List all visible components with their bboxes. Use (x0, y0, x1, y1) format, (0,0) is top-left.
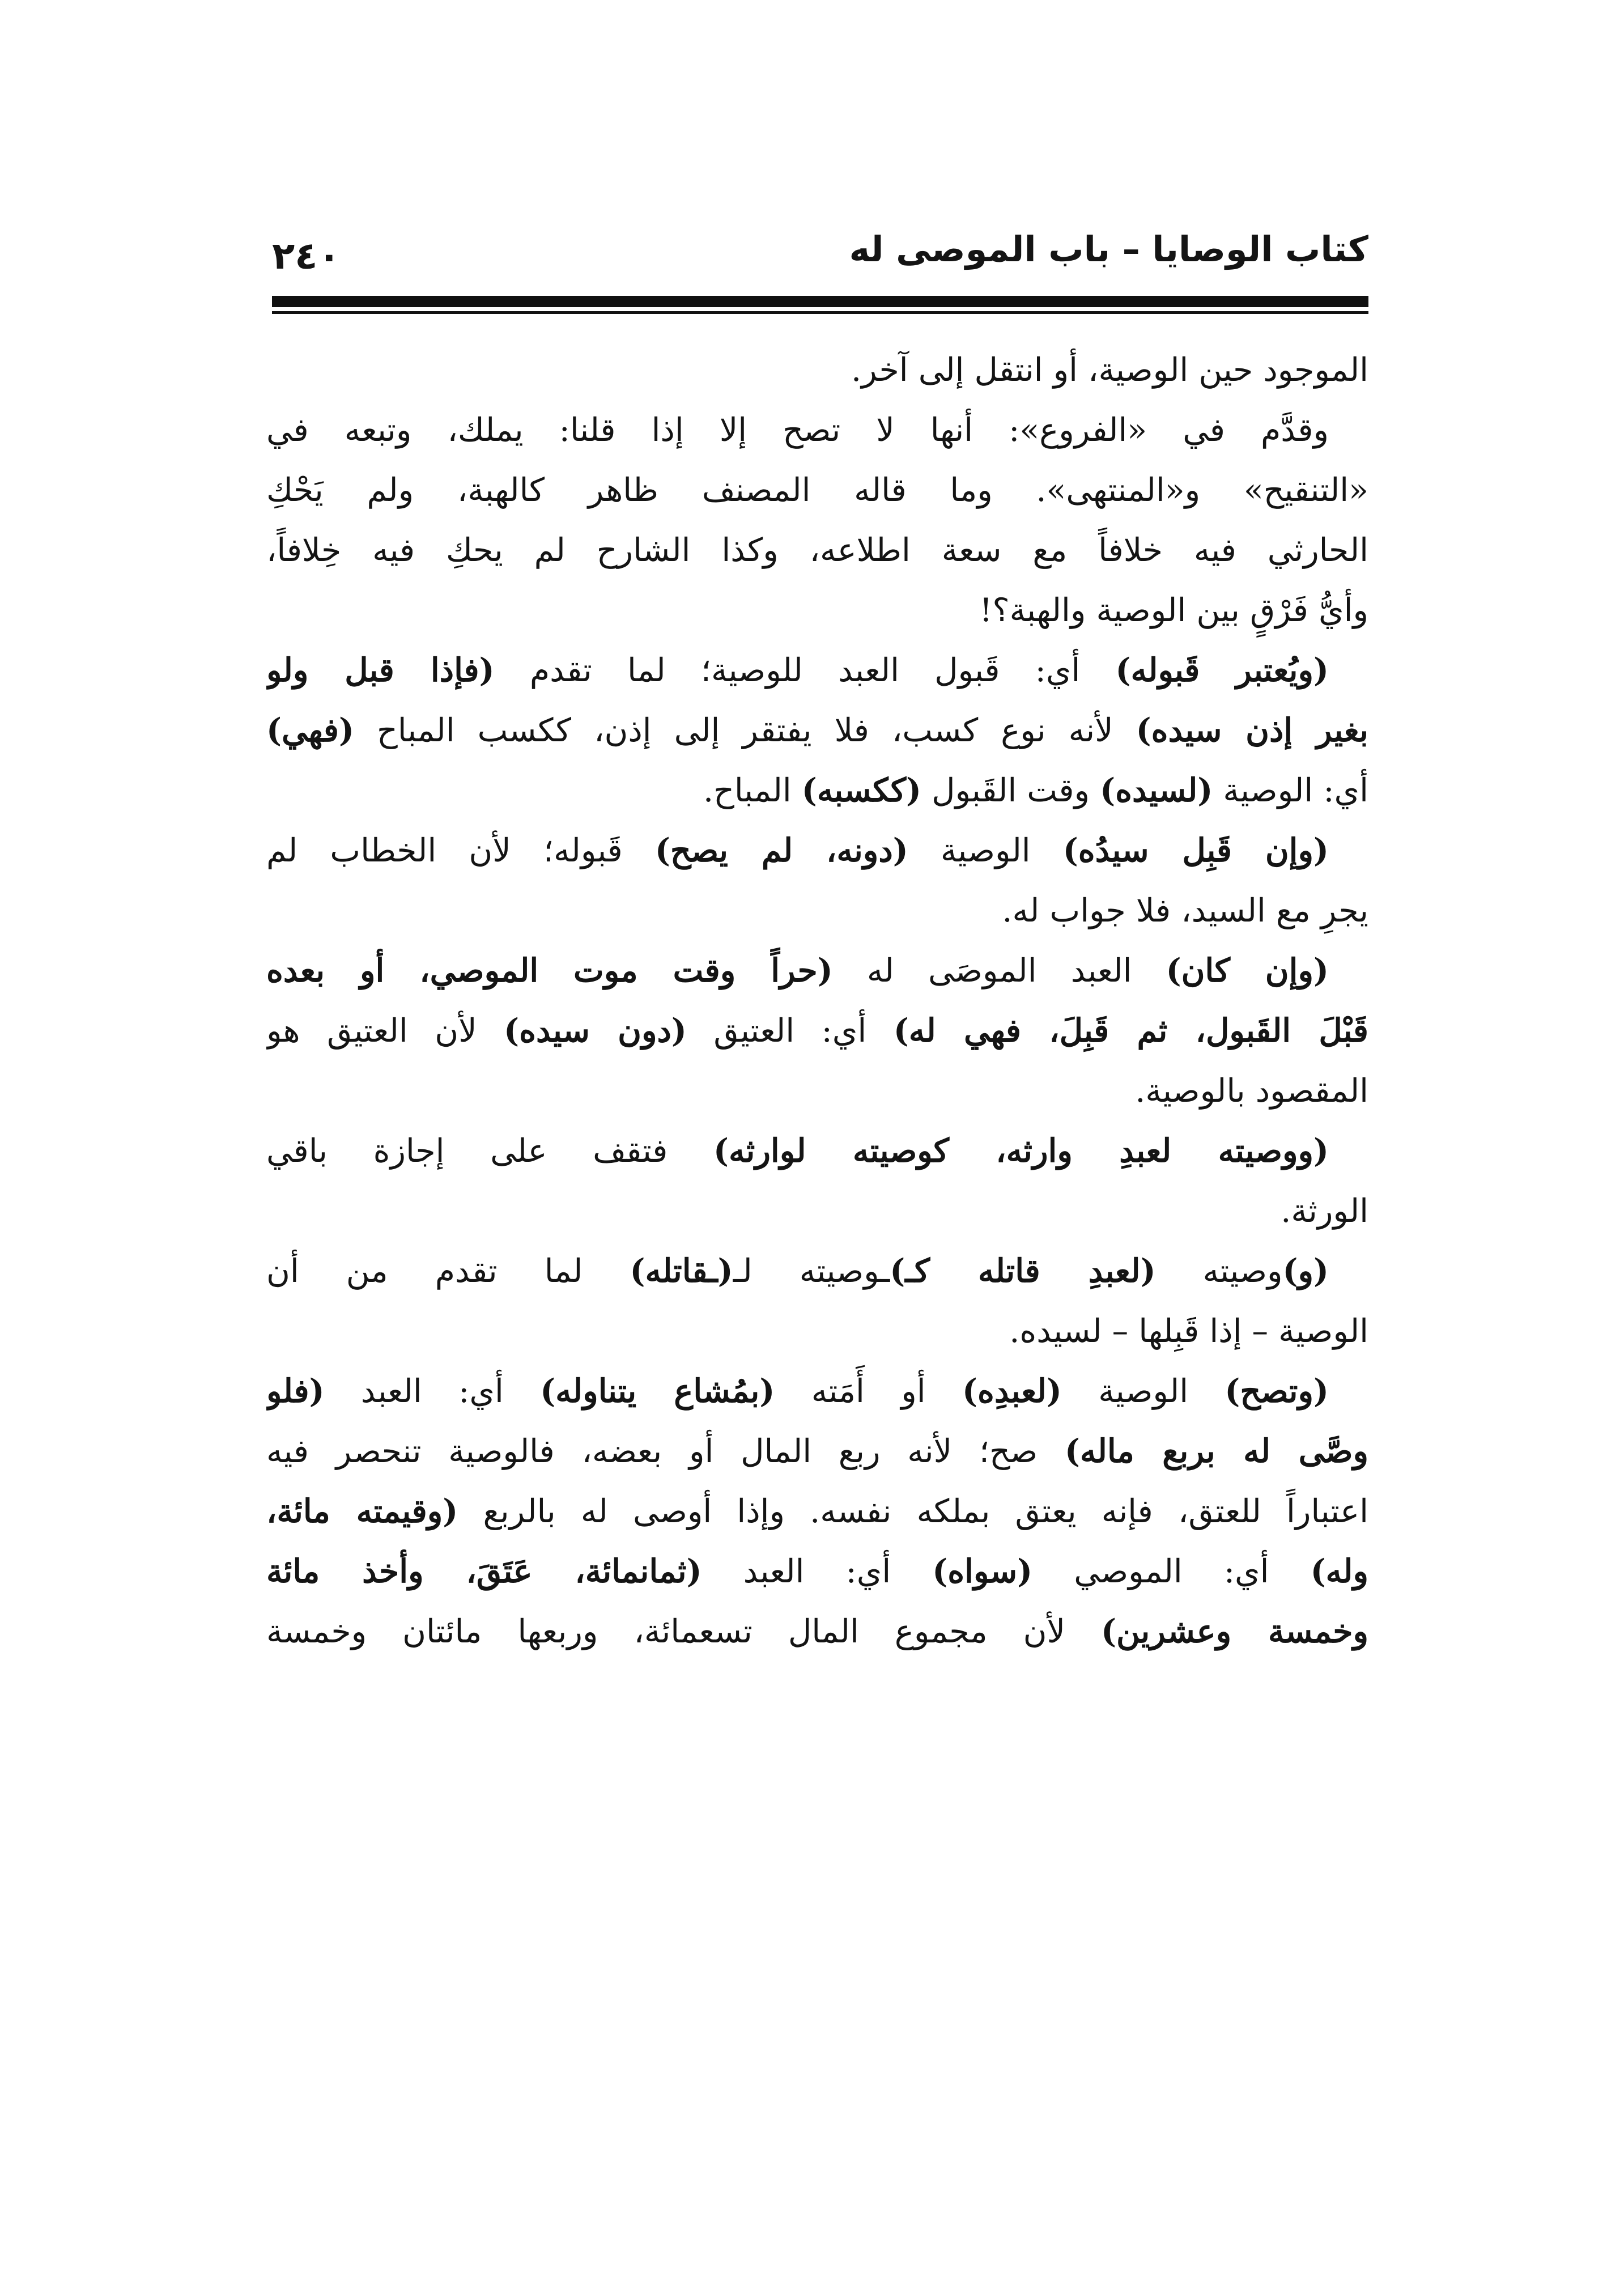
text-line (266, 580, 1368, 640)
text-line (266, 700, 1368, 761)
commentary-text: الورثة. (1281, 1192, 1368, 1230)
matn-text: (ككسبه) (801, 771, 921, 809)
commentary-text: لأنه نوع كسب، فلا يفتقر إلى إذن، ككسب المباح (354, 712, 1136, 749)
text-line (266, 761, 1368, 821)
commentary-text: أي: العبد (702, 1553, 933, 1590)
commentary-text: الحارثي فيه خلافاً مع سعة اطلاعه، وكذا الشارح لم يحكِ فيه خِلافاً، (266, 532, 1368, 569)
matn-text: (و) (1282, 1252, 1329, 1290)
commentary-text: صح؛ لأنه ربع المال أو بعضه، فالوصية تنحصر فيه (266, 1433, 1065, 1470)
commentary-text: المقصود بالوصية. (1135, 1072, 1368, 1110)
matn-text: (فلو (266, 1372, 325, 1410)
matn-text: وخمسة وعشرين) (1101, 1612, 1368, 1650)
commentary-text: أي: قَبول العبد للوصية؛ لما تقدم (494, 652, 1116, 689)
commentary-text: الوصية (908, 832, 1063, 869)
commentary-text: اعتباراً للعتق، فإنه يعتق بملكه نفسه. وإذا أوصى له بالربع (458, 1493, 1368, 1530)
page-number: ٢٤٠ (272, 234, 341, 278)
text-line (266, 520, 1368, 580)
text-line (266, 1301, 1368, 1361)
text-line (266, 460, 1368, 520)
text-line (266, 881, 1368, 941)
text-line (266, 1481, 1368, 1542)
text-line (266, 1001, 1368, 1061)
matn-text: بغير إذن سيده) (1136, 711, 1368, 749)
matn-text: (فهي) (266, 711, 354, 749)
commentary-text: وقدَّم في «الفروع»: أنها لا تصح إلا إذا قلنا: يملك، وتبعه في (266, 411, 1329, 449)
commentary-text: «التنقيح» و«المنتهى». وما قاله المصنف ظاهر كالهبة، ولم يَحْكِ (266, 472, 1368, 509)
commentary-text: أي: الوصية (1213, 772, 1368, 809)
commentary-text: قَبوله؛ لأن الخطاب لم (266, 832, 655, 869)
text-line (266, 340, 1368, 400)
matn-text: (وقيمته مائة، (266, 1492, 458, 1530)
commentary-text: أو أَمَته (775, 1373, 963, 1410)
text-line (266, 1421, 1368, 1481)
running-title: كتاب الوصايا – باب الموصى له (849, 228, 1368, 270)
matn-text: (دونه، لم يصح) (654, 831, 908, 869)
text-line (266, 1121, 1368, 1181)
matn-text: (وإن كان) (1166, 952, 1329, 990)
text-line (266, 1181, 1368, 1241)
matn-text: (سواه) (932, 1552, 1033, 1590)
matn-text: (حراً وقت موت الموصي، أو بعده (266, 952, 833, 990)
commentary-text: فتقف على إجازة باقي (266, 1132, 713, 1170)
matn-text: وله) (1310, 1552, 1368, 1590)
commentary-text: المباح. (703, 772, 802, 809)
page-header (272, 224, 1368, 278)
commentary-text: الوصية (1061, 1373, 1225, 1410)
matn-text: (دون سيده) (504, 1012, 687, 1050)
commentary-text: وقت القَبول (921, 772, 1100, 809)
commentary-text: وأيُّ فَرْقٍ بين الوصية والهبة؟! (979, 592, 1368, 629)
text-line (266, 821, 1368, 881)
text-line (266, 400, 1368, 460)
header-rule-thin (272, 311, 1368, 314)
matn-text: (ويُعتبر قَبوله) (1115, 651, 1329, 689)
matn-text: (وتصح) (1225, 1372, 1329, 1410)
matn-text: (ثمانمائة، عَتَقَ، وأخذ مائة (266, 1552, 702, 1590)
body-text (266, 340, 1368, 1662)
text-line (266, 1602, 1368, 1662)
commentary-text: وصيته (1155, 1252, 1283, 1290)
commentary-text: أي: العتيق (686, 1012, 894, 1050)
commentary-text: الموجود حين الوصية، أو انتقل إلى آخر. (851, 351, 1368, 389)
commentary-text: يجرِ مع السيد، فلا جواب له. (1002, 892, 1368, 929)
text-line (266, 1061, 1368, 1121)
text-line (266, 1361, 1368, 1421)
text-line (266, 640, 1368, 700)
matn-text: (لسيده) (1100, 771, 1213, 809)
commentary-text: الوصية – إذا قَبِلها – لسيده. (1009, 1313, 1368, 1350)
text-line (266, 1542, 1368, 1602)
header-rule-thick (272, 296, 1368, 307)
matn-text: (بمُشاع يتناوله) (540, 1372, 775, 1410)
matn-text: (لعبدِ قاتله كـ) (890, 1252, 1156, 1290)
commentary-text: ـوصيته لـ (733, 1252, 890, 1290)
text-line (266, 1241, 1368, 1301)
matn-text: (وإن قَبِل سيدُه) (1062, 831, 1329, 869)
commentary-text: لأن مجموع المال تسعمائة، وربعها مائتان وخمسة (266, 1613, 1102, 1650)
matn-text: وصَّى له بربع ماله) (1064, 1432, 1368, 1470)
matn-text: (ووصيته لعبدِ وارثه، كوصيته لوارثه) (713, 1132, 1329, 1170)
matn-text: قَبْلَ القَبول، ثم قَبِلَ، فهي له) (893, 1012, 1368, 1050)
commentary-text: أي: الموصي (1032, 1553, 1311, 1590)
commentary-text: العبد الموصَى له (832, 952, 1166, 990)
text-line (266, 941, 1368, 1001)
commentary-text: أي: العبد (324, 1373, 541, 1410)
matn-text: (لعبدِه) (962, 1372, 1062, 1410)
matn-text: (ـقاتله) (630, 1252, 733, 1290)
matn-text: (فإذا قبل ولو (266, 651, 495, 689)
commentary-text: لأن العتيق هو (266, 1012, 504, 1050)
commentary-text: لما تقدم من أن (266, 1252, 630, 1290)
